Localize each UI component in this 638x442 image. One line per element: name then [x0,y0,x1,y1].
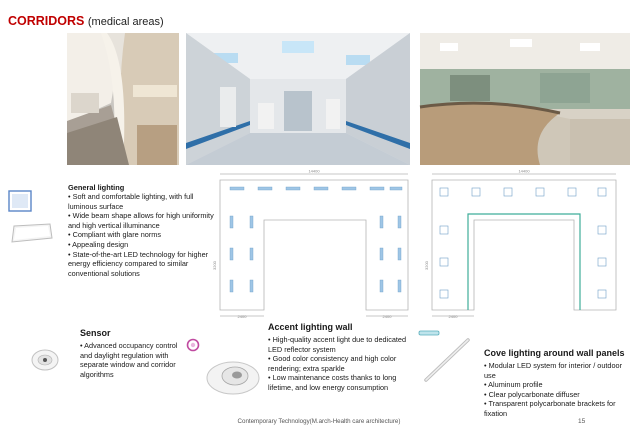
cove-block [484,348,634,419]
footer-text: Contemporary Technology(M.arch-Health care architecture) [237,418,401,425]
general-lighting-block [68,183,220,278]
floor-plan-cove [426,168,622,318]
accent-wall-block [268,322,418,393]
plan1-dim-bottom-left: 2400 [237,314,247,319]
cove-heading: Cove lighting around wall panels [484,348,625,358]
sensor-block [80,328,190,379]
plan2-dim-side: 3200 [424,261,429,270]
accent-bullet: • Low maintenance costs thanks to long lifetime, and low energy consumption [268,373,397,392]
plan1-dim-side: 3200 [212,261,217,270]
general-bullet: • Appealing design [68,239,129,249]
plan2-dim-top: 14400 [518,168,530,174]
cove-bullet: • Clear polycarbonate diffuser [484,389,580,399]
plan1-dim-bottom-right: 2400 [382,314,392,319]
corridor-photo-hospital [186,33,410,165]
spotlight-product-image [205,356,261,396]
cove-bullet: • Transparent polycarbonate brackets for fixation [484,399,616,418]
corridor-photo-nurse-station [420,33,630,165]
page-number: 15 [578,418,586,425]
cove-bullet: • Modular LED system for interior / outdoor use [484,361,623,380]
page-title [8,14,164,28]
spotlight-symbol-icon [186,338,200,352]
general-bullet: • Compliant with glare norms [68,230,161,240]
sensor-bullet: • Advanced occupancy control and daylight regulation with separate window and corridor algorithms [80,341,178,379]
sensor-product-image [30,346,60,372]
title-sub: (medical areas) [87,16,164,28]
cove-strip-product-image [422,336,472,384]
accent-bullet: • High-quality accent light due to dedicated LED reflector system [268,335,407,354]
general-bullet: • Soft and comfortable lighting, with full luminous surface [68,192,194,211]
general-bullet: • State-of-the-art LED technology for higher energy efficiency compared to similar conventional solutions [68,249,209,278]
accent-wall-heading: Accent lighting wall [268,322,353,332]
plan2-dim-bottom-left: 2400 [448,314,458,319]
accent-bullet: • Good color consistency and high color rendering; extra sparkle [268,354,397,373]
corridor-photo-curved [67,33,179,165]
general-lighting-heading: General lighting [68,183,125,192]
panel-product-image [10,222,54,244]
panel-luminaire-icon [8,190,32,212]
title-main: CORRIDORS [8,14,85,28]
sensor-heading: Sensor [80,328,111,338]
cove-bullet: • Aluminum profile [484,380,543,390]
plan1-dim-top: 14400 [308,168,320,174]
general-bullet: • Wide beam shape allows for high uniformity and high vertical illuminance [68,211,214,230]
floor-plan-accent-wall [214,168,416,318]
